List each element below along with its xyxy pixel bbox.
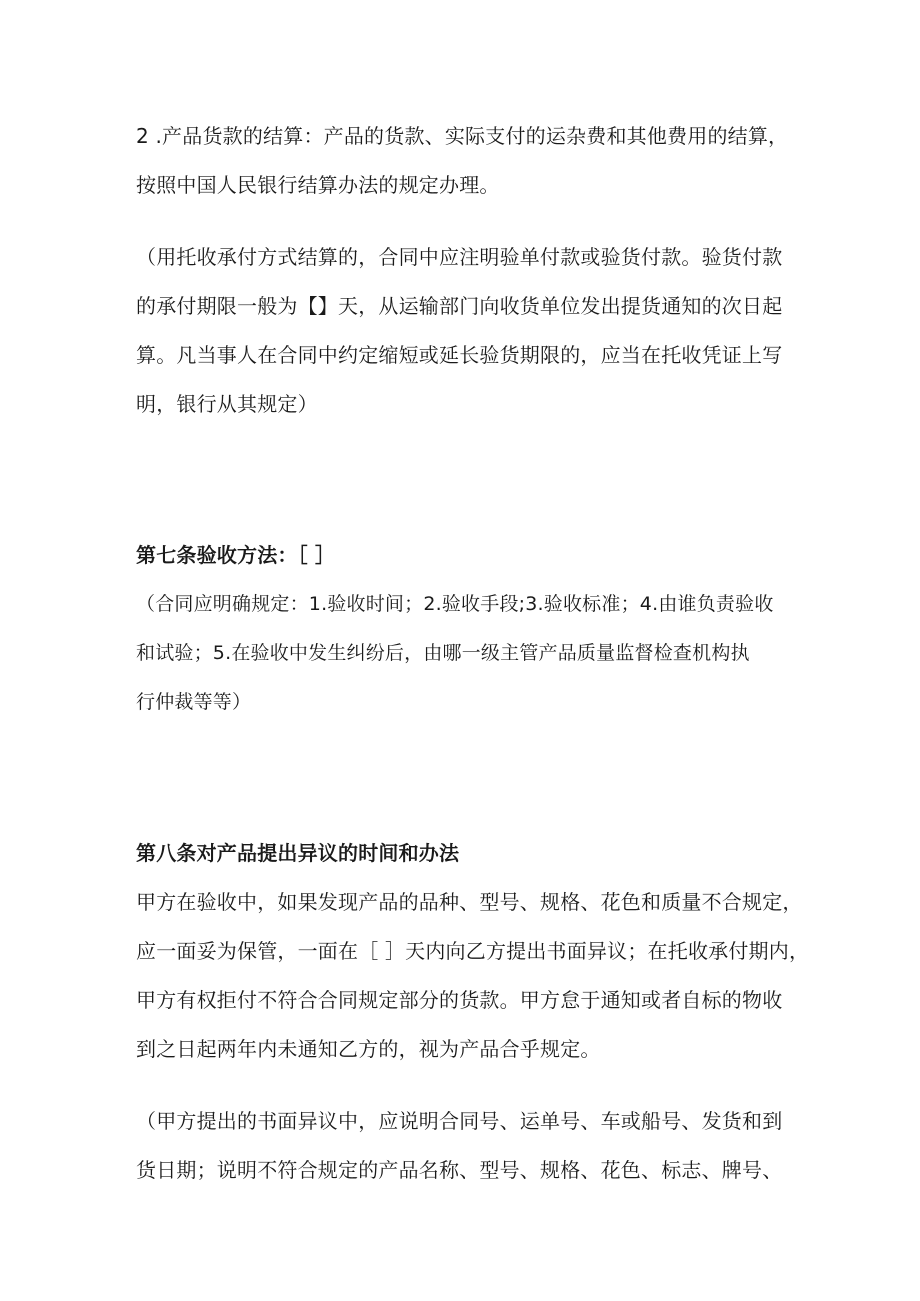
text-line: 行仲裁等等）	[136, 691, 252, 713]
text-line: 的承付期限一般为【】天，从运输部门向收货单位发出提货通知的次日起	[136, 294, 783, 318]
text-line: 明，银行从其规定）	[136, 392, 318, 416]
text-line: 甲方在验收中，如果发现产品的品种、型号、规格、花色和质量不合规定，	[136, 890, 803, 914]
text-line: 和试验；5.在验收中发生纠纷后，由哪一级主管产品质量监督检查机构执	[136, 642, 750, 664]
text-line: （用托收承付方式结算的，合同中应注明验单付款或验货付款。验货付款	[136, 245, 783, 269]
text-line: （甲方提出的书面异议中，应说明合同号、运单号、车或船号、发货和到	[136, 1109, 783, 1133]
text-line: 按照中国人民银行结算办法的规定办理。	[136, 173, 500, 197]
article-8-heading: 第八条对产品提出异议的时间和办法	[136, 841, 460, 865]
text-line: 到之日起两年内未通知乙方的，视为产品合乎规定。	[136, 1037, 601, 1061]
text-line: 应一面妥为保管，一面在［ ］天内向乙方提出书面异议；在托收承付期内，	[136, 939, 810, 963]
text-line: （合同应明确规定：1.验收时间；2.验收手段;3.验收标准；4.由谁负责验收	[136, 593, 774, 615]
text-line: 算。凡当事人在合同中约定缩短或延长验货期限的，应当在托收凭证上写	[136, 343, 783, 367]
article-7-heading: 第七条验收方法：［ ］	[136, 543, 336, 567]
text-line: 货日期；说明不符合规定的产品名称、型号、规格、花色、标志、牌号、	[136, 1158, 783, 1182]
text-line: 2 .产品货款的结算：产品的货款、实际支付的运杂费和其他费用的结算，	[136, 124, 789, 148]
text-line: 甲方有权拒付不符合合同规定部分的货款。甲方怠于通知或者自标的物收	[136, 988, 783, 1012]
